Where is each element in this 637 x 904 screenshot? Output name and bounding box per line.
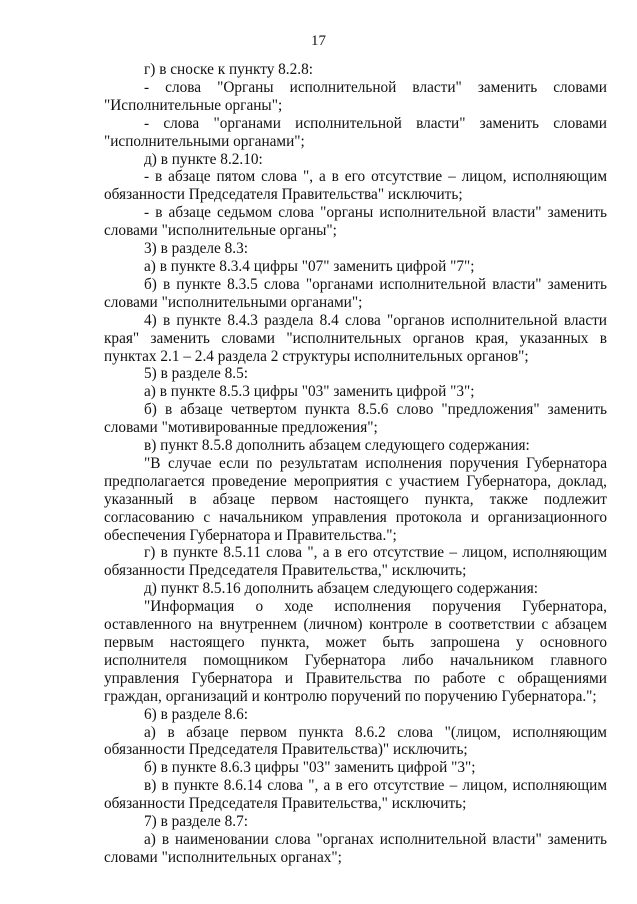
paragraph: а) в наименовании слова "органах исполнительной власти" заменить словами "исполнительных органах"; (104, 830, 607, 866)
paragraph: 3) в разделе 8.3: (144, 240, 249, 258)
paragraph: - в абзаце седьмом слова "органы исполнительной власти" заменить словами "исполнительные органы"; (104, 204, 607, 240)
paragraph: - слова "Органы исполнительной власти" заменить словами "Исполнительные органы"; (104, 78, 607, 114)
paragraph: б) в пункте 8.3.5 слова "органами исполнительной власти" заменить словами "исполнительными органами"; (104, 275, 607, 311)
paragraph: а) в пункте 8.5.3 цифры "03" заменить цифрой "3"; (144, 383, 475, 401)
paragraph: б) в пункте 8.6.3 цифры "03" заменить цифрой "3"; (144, 759, 476, 777)
document-body (104, 61, 607, 867)
paragraph: а) в абзаце первом пункта 8.6.2 слова "(лицом, исполняющим обязанности Председателя Правительства)" исключить; (104, 723, 607, 759)
paragraph: "Информация о ходе исполнения поручения Губернатора, оставленного на внутреннем (личном) контроле в соответствии с абзацем первым настоящего пункта, может быть запрошена у основного исполнителя помощником Губернатора либо начальником главного управления Губернатора и Правительства по работе с обращениями граждан, организаций и контролю поручений по поручению Губернатора."; (104, 598, 607, 705)
paragraph: 5) в разделе 8.5: (144, 365, 249, 383)
page-number: 17 (311, 33, 326, 49)
paragraph: 7) в разделе 8.7: (144, 813, 249, 831)
paragraph: в) в пункте 8.6.14 слова ", а в его отсутствие – лицом, исполняющим обязанности Председателя Правительства," исключить; (104, 777, 607, 813)
paragraph: б) в абзаце четвертом пункта 8.5.6 слово "предложения" заменить словами "мотивированные предложения"; (104, 401, 607, 437)
paragraph: в) пункт 8.5.8 дополнить абзацем следующего содержания: (144, 437, 530, 455)
paragraph: г) в пункте 8.5.11 слова ", а в его отсутствие – лицом, исполняющим обязанности Председателя Правительства," исключить; (104, 544, 607, 580)
paragraph: 4) в пункте 8.4.3 раздела 8.4 слова "органов исполнительной власти края" заменить словами "исполнительных органов края, указанных в пунктах 2.1 – 2.4 раздела 2 структуры исполнительных органов"; (104, 311, 607, 365)
paragraph: д) в пункте 8.2.10: (144, 150, 263, 168)
paragraph: "В случае если по результатам исполнения поручения Губернатора предполагается проведение мероприятия с участием Губернатора, доклад, указанный в абзаце первом настоящего пункта, также подлежит согласованию с начальником управления протокола и организационного обеспечения Губернатора и Правительства."; (104, 454, 607, 544)
paragraph: д) пункт 8.5.16 дополнить абзацем следующего содержания: (144, 580, 539, 598)
paragraph: - слова "органами исполнительной власти" заменить словами "исполнительными органами"; (104, 114, 607, 150)
paragraph: 6) в разделе 8.6: (144, 705, 249, 723)
paragraph: - в абзаце пятом слова ", а в его отсутствие – лицом, исполняющим обязанности Председателя Правительства" исключить; (104, 168, 607, 204)
paragraph: г) в сноске к пункту 8.2.8: (144, 61, 314, 78)
paragraph: а) в пункте 8.3.4 цифры "07" заменить цифрой "7"; (144, 257, 475, 275)
